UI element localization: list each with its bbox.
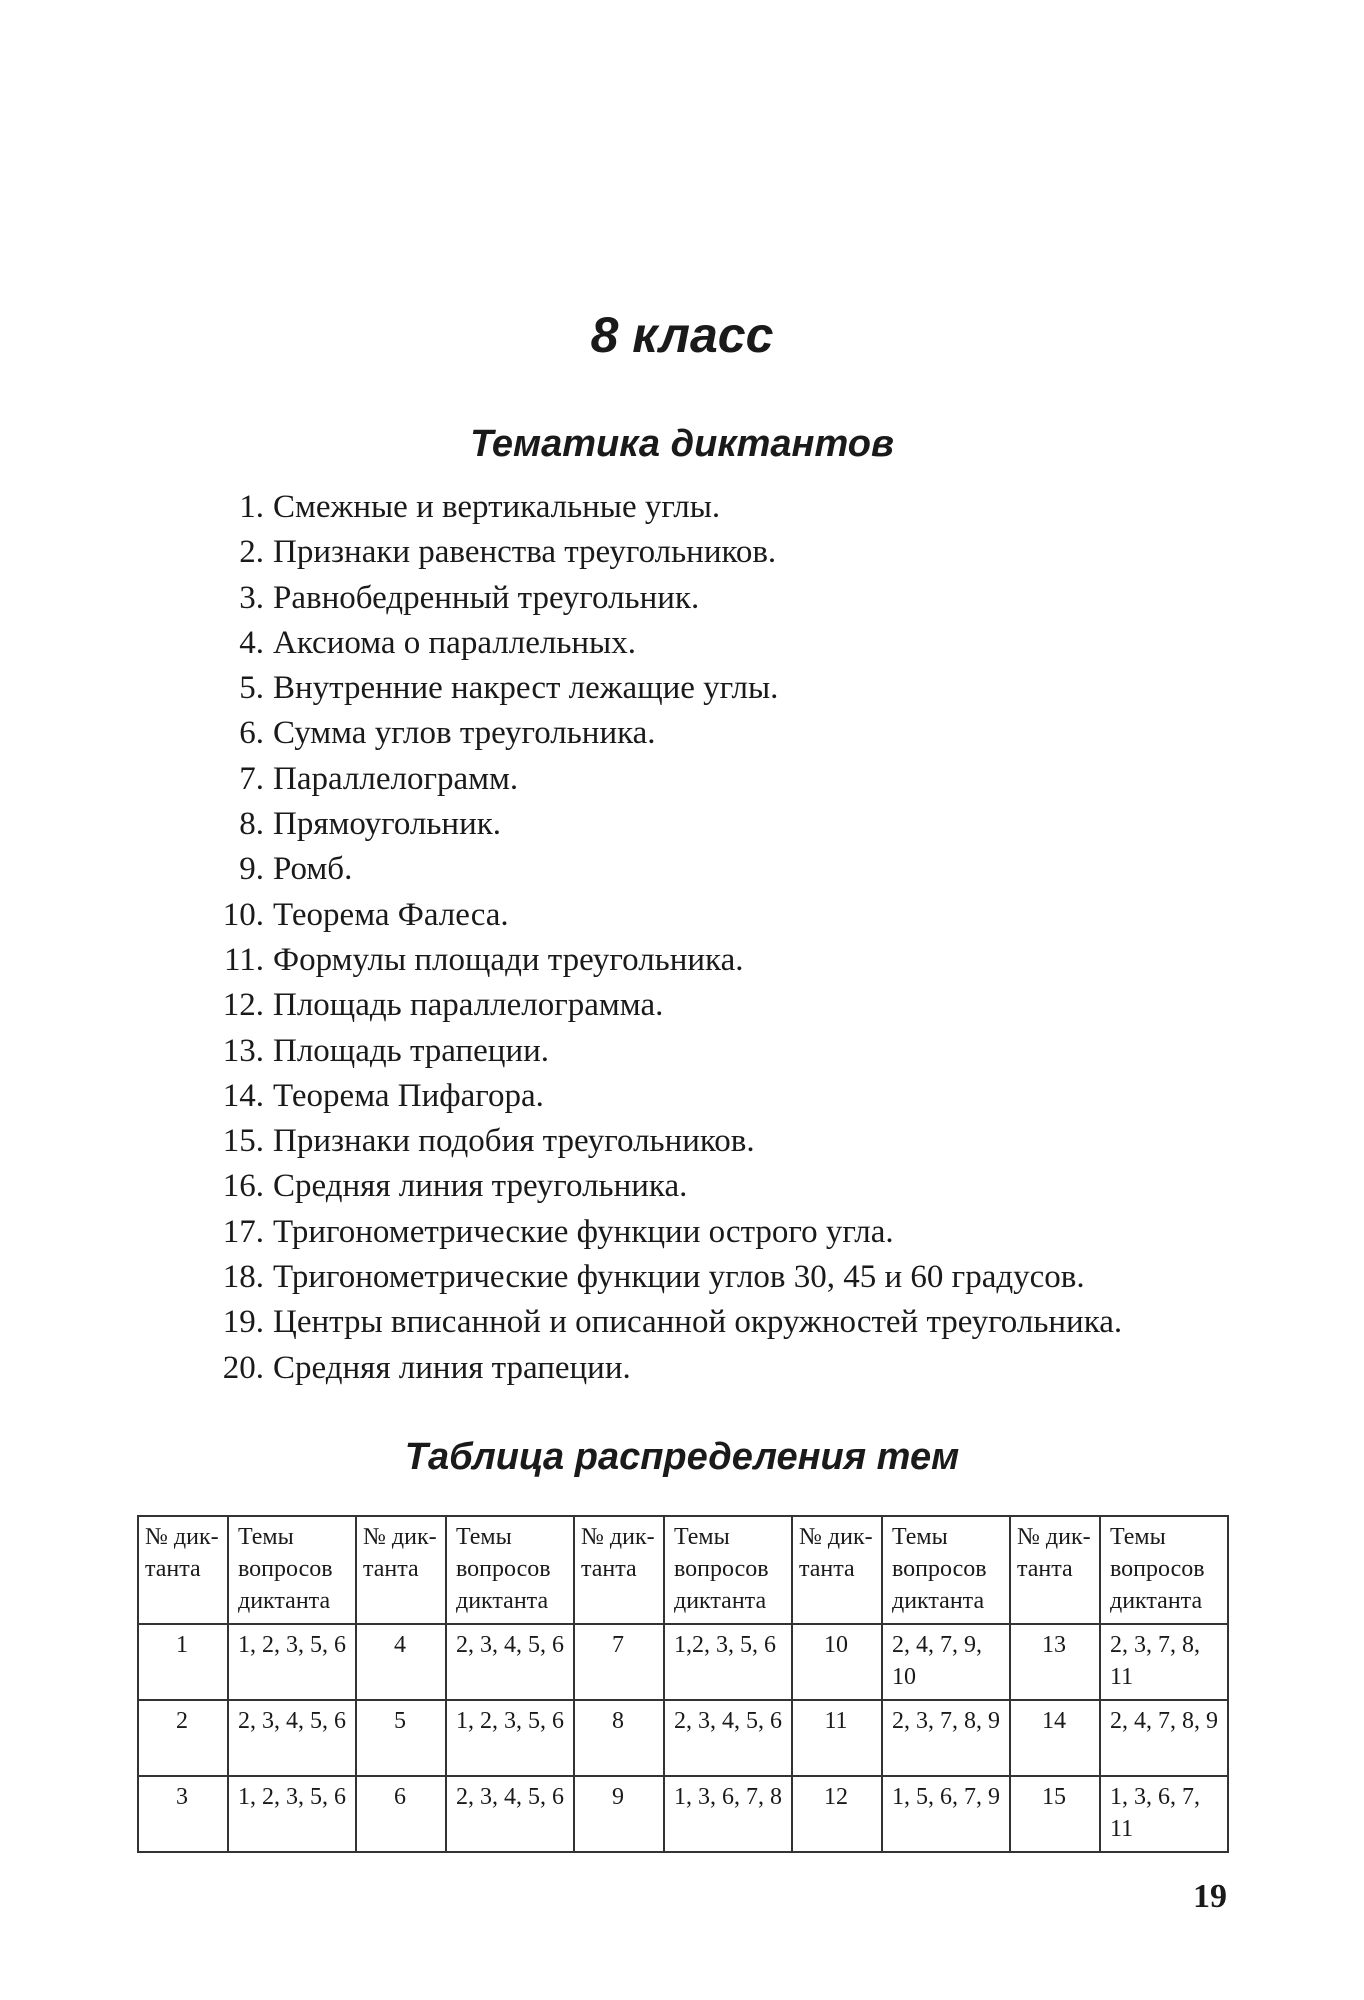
list-item — [210, 1210, 1310, 1255]
dictation-number-cell: 15 — [1010, 1776, 1100, 1852]
dictation-topics-cell: 2, 3, 4, 5, 6 — [664, 1700, 792, 1776]
topic-text: Признаки равенства треугольников. — [273, 534, 777, 571]
topic-text: Средняя линия трапеции. — [273, 1349, 631, 1386]
topic-text: Ромб. — [273, 851, 353, 888]
topic-text: Смежные и вертикальные углы. — [273, 489, 721, 525]
dictation-number-cell: 10 — [792, 1624, 882, 1700]
dictation-topics-cell: 1, 5, 6, 7, 9 — [882, 1776, 1010, 1852]
column-header-topics: Темы вопросов диктанта — [228, 1516, 356, 1624]
topic-text: Сумма углов треугольника. — [273, 715, 656, 752]
topic-text: Средняя линия треугольника. — [273, 1168, 688, 1205]
table-row — [138, 1776, 1228, 1852]
topic-text: Прямоугольник. — [273, 806, 502, 843]
list-item — [210, 847, 1310, 892]
column-header-number: № дик-танта — [138, 1516, 228, 1624]
table-header-row — [138, 1516, 1228, 1624]
topic-number: 11. — [223, 941, 264, 978]
dictation-number-cell: 4 — [356, 1624, 446, 1700]
dictation-number-cell: 6 — [356, 1776, 446, 1852]
dictation-number-cell: 9 — [574, 1776, 664, 1852]
page-title: 8 класс — [590, 307, 774, 363]
topic-text: Тригонометрические функции острого угла. — [273, 1213, 894, 1250]
topic-number: 9. — [239, 851, 264, 888]
list-item — [210, 938, 1310, 983]
dictation-number-cell: 3 — [138, 1776, 228, 1852]
topic-text: Аксиома о параллельных. — [273, 624, 636, 661]
topic-text: Теорема Фалеса. — [273, 896, 509, 933]
list-item — [210, 1255, 1310, 1300]
topic-number: 20. — [222, 1349, 264, 1386]
distribution-table — [137, 1515, 1229, 1853]
topic-text: Площадь трапеции. — [273, 1032, 550, 1069]
list-item — [210, 576, 1310, 621]
topic-number: 18. — [222, 1259, 264, 1296]
topic-number: 7. — [239, 760, 264, 797]
table-row — [138, 1700, 1228, 1776]
topic-text: Тригонометрические функции углов 30, 45 и 60 градусов. — [273, 1259, 1085, 1296]
topic-number: 10. — [222, 896, 264, 933]
dictation-topics-cell: 2, 3, 4, 5, 6 — [228, 1700, 356, 1776]
topic-number: 5. — [239, 670, 264, 707]
topic-number: 13. — [222, 1032, 264, 1069]
dictation-topics-cell: 1,2, 3, 5, 6 — [664, 1624, 792, 1700]
dictation-number-cell: 14 — [1010, 1700, 1100, 1776]
dictation-number-cell: 2 — [138, 1700, 228, 1776]
dictation-number-cell: 13 — [1010, 1624, 1100, 1700]
dictation-topics-cell: 2, 3, 7, 8, 9 — [882, 1700, 1010, 1776]
column-header-topics: Темы вопросов диктанта — [882, 1516, 1010, 1624]
list-item — [210, 1164, 1310, 1209]
list-item — [210, 802, 1310, 847]
topic-number: 8. — [239, 806, 264, 843]
list-item — [210, 1300, 1310, 1345]
dictation-number-cell: 7 — [574, 1624, 664, 1700]
topic-number: 16. — [222, 1168, 264, 1205]
list-item — [210, 1029, 1310, 1074]
topic-text: Параллелограмм. — [273, 760, 519, 797]
list-item — [210, 1119, 1310, 1164]
table-row — [138, 1624, 1228, 1700]
column-header-topics: Темы вопросов диктанта — [446, 1516, 574, 1624]
topic-number: 6. — [239, 715, 264, 752]
list-item — [210, 1346, 1310, 1391]
topic-number: 2. — [239, 534, 264, 571]
dictation-topics-cell: 1, 2, 3, 5, 6 — [446, 1700, 574, 1776]
topic-number: 19. — [222, 1304, 264, 1341]
dictation-topics-cell: 2, 3, 4, 5, 6 — [446, 1624, 574, 1700]
dictation-number-cell: 12 — [792, 1776, 882, 1852]
dictation-topics-cell: 2, 3, 4, 5, 6 — [446, 1776, 574, 1852]
dictation-number-cell: 1 — [138, 1624, 228, 1700]
column-header-number: № дик-танта — [574, 1516, 664, 1624]
column-header-topics: Темы вопросов диктанта — [1100, 1516, 1228, 1624]
dictation-topics-cell: 1, 3, 6, 7, 11 — [1100, 1776, 1228, 1852]
list-item — [210, 1074, 1310, 1119]
topics-list — [210, 485, 1310, 1391]
column-header-number: № дик-танта — [792, 1516, 882, 1624]
dictation-topics-cell: 2, 4, 7, 8, 9 — [1100, 1700, 1228, 1776]
list-item — [210, 621, 1310, 666]
topic-number: 4. — [239, 624, 264, 661]
topic-number: 14. — [222, 1077, 264, 1114]
list-item — [210, 757, 1310, 802]
topic-text: Формулы площади треугольника. — [273, 941, 744, 978]
list-item — [210, 893, 1310, 938]
topic-number: 15. — [222, 1123, 264, 1160]
dictation-topics-cell: 2, 3, 7, 8, 11 — [1100, 1624, 1228, 1700]
dictation-topics-cell: 1, 2, 3, 5, 6 — [228, 1624, 356, 1700]
dictation-number-cell: 11 — [792, 1700, 882, 1776]
topic-number: 3. — [239, 579, 264, 616]
list-item — [210, 711, 1310, 756]
topic-text: Внутренние накрест лежащие углы. — [273, 670, 779, 707]
list-item — [210, 485, 1310, 530]
section-title-topics: Тематика диктантов — [470, 423, 894, 465]
topic-text: Признаки подобия треугольников. — [273, 1123, 755, 1160]
list-item — [210, 983, 1310, 1028]
topic-number: 17. — [222, 1213, 264, 1250]
dictation-topics-cell: 2, 4, 7, 9, 10 — [882, 1624, 1010, 1700]
dictation-number-cell: 5 — [356, 1700, 446, 1776]
dictation-number-cell: 8 — [574, 1700, 664, 1776]
column-header-topics: Темы вопросов диктанта — [664, 1516, 792, 1624]
topic-text: Площадь параллелограмма. — [273, 987, 664, 1024]
topic-text: Равнобедренный треугольник. — [273, 579, 700, 616]
list-item — [210, 666, 1310, 711]
topic-number: 12. — [222, 987, 264, 1024]
topic-text: Центры вписанной и описанной окружностей треугольника. — [273, 1304, 1123, 1341]
page-number: 19 — [1193, 1878, 1227, 1915]
column-header-number: № дик-танта — [1010, 1516, 1100, 1624]
list-item — [210, 530, 1310, 575]
topic-text: Теорема Пифагора. — [273, 1077, 544, 1114]
section-title-table: Таблица распределения тем — [404, 1436, 960, 1478]
topic-number: 1. — [239, 489, 264, 525]
dictation-topics-cell: 1, 2, 3, 5, 6 — [228, 1776, 356, 1852]
column-header-number: № дик-танта — [356, 1516, 446, 1624]
dictation-topics-cell: 1, 3, 6, 7, 8 — [664, 1776, 792, 1852]
